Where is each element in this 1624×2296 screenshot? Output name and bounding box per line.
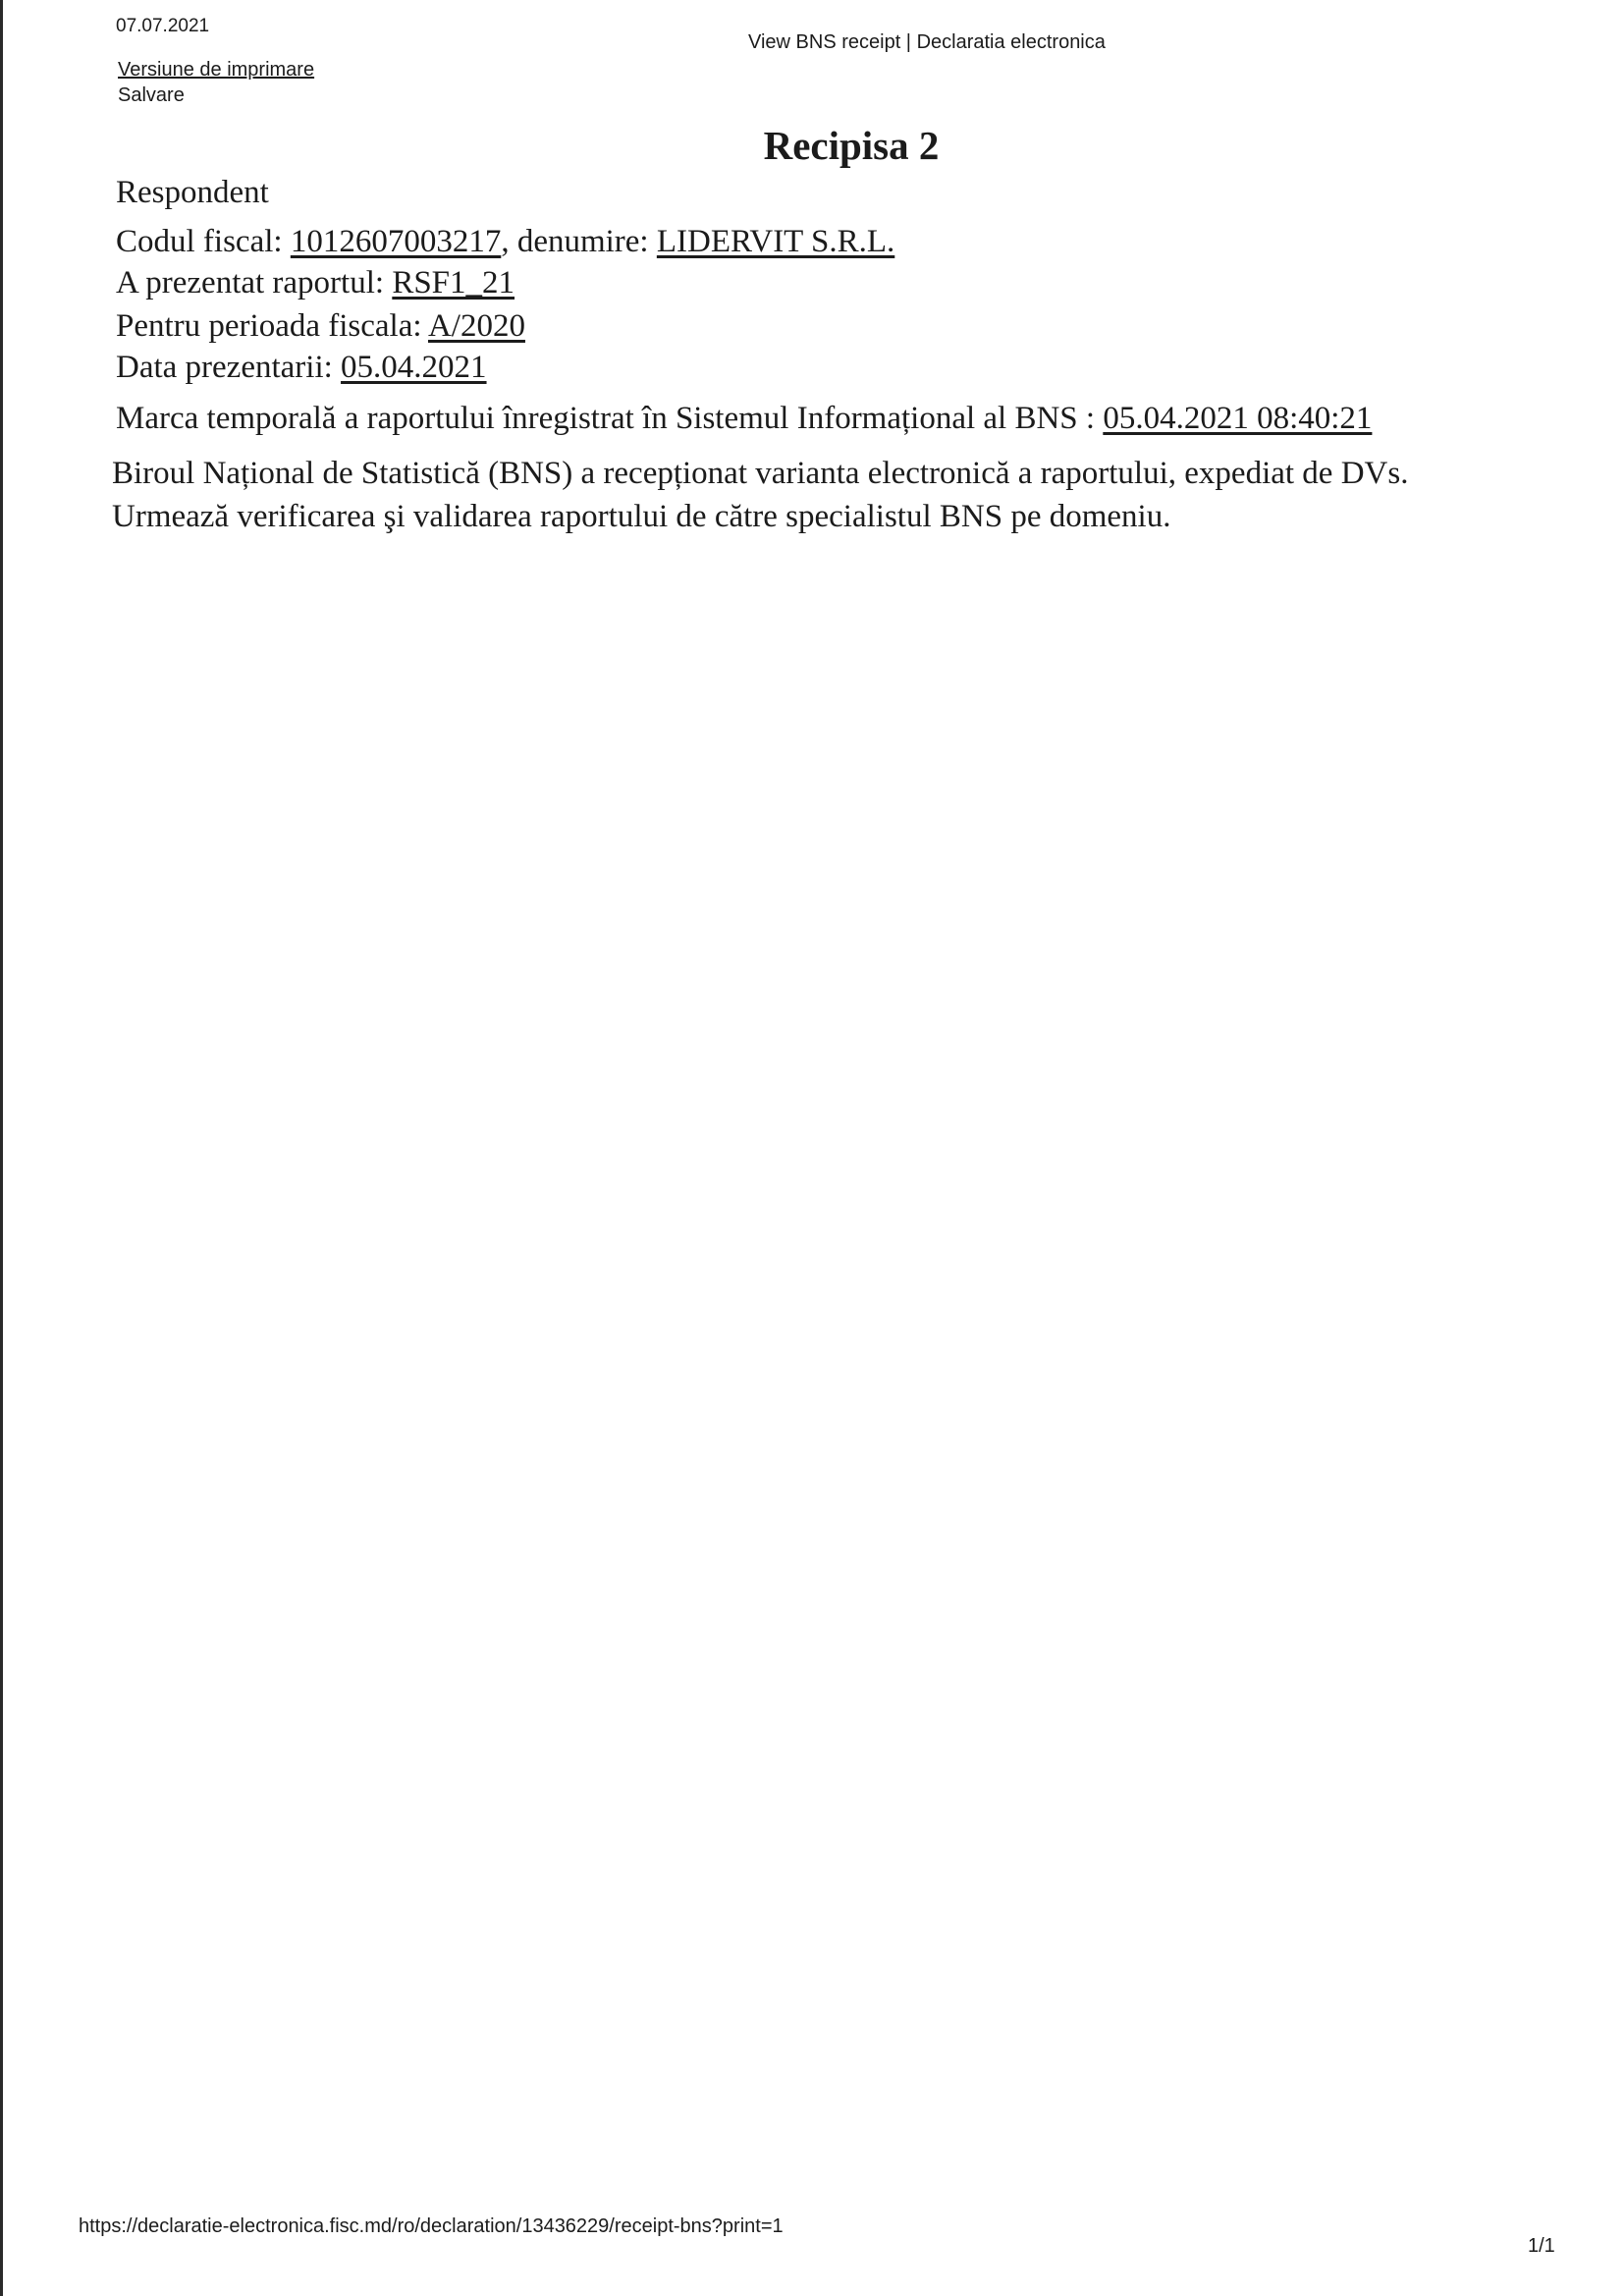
print-version-link[interactable]: Versiune de imprimare [118, 59, 315, 81]
company-name-label: , denumire: [501, 224, 657, 259]
footer-url: https://declaratie-electronica.fisc.md/ro/declaration/13436229/receipt-bns?print=1 [79, 2215, 784, 2237]
confirmation-message: Biroul Național de Statistică (BNS) a recepționat varianta electronică a raportului, expediat de DVs. Urmează verificarea şi validarea raportului de către specialistul BNS pe domeniu. [112, 456, 1409, 534]
report-line [116, 265, 514, 301]
period-value: A/2020 [427, 308, 525, 344]
timestamp-value: 05.04.2021 08:40:21 [1103, 401, 1373, 436]
timestamp-line [116, 401, 1372, 437]
fiscal-code-label: Codul fiscal: [116, 224, 291, 259]
submission-date-value: 05.04.2021 [341, 350, 487, 385]
save-link[interactable]: Salvare [118, 84, 185, 106]
period-line [116, 308, 525, 345]
page-number: 1/1 [1528, 2235, 1555, 2257]
fiscal-code-line [116, 224, 894, 260]
respondent-heading: Respondent [116, 175, 269, 210]
report-label: A prezentat raportul: [116, 265, 393, 301]
fiscal-code-value: 1012607003217 [290, 224, 502, 259]
receipt-title: Recipisa 2 [763, 123, 940, 168]
scan-page-edge [0, 0, 3, 2296]
submission-date-label: Data prezentarii: [116, 350, 342, 385]
print-date: 07.07.2021 [116, 16, 210, 36]
timestamp-label: Marca temporală a raportului înregistrat în Sistemul Informațional al BNS : [116, 401, 1104, 436]
period-label: Pentru perioada fiscala: [116, 308, 428, 344]
company-name-value: LIDERVIT S.R.L. [656, 224, 895, 259]
browser-page-title: View BNS receipt | Declaratia electronica [748, 31, 1106, 53]
submission-date-line [116, 350, 487, 386]
report-value: RSF1_21 [392, 265, 515, 301]
